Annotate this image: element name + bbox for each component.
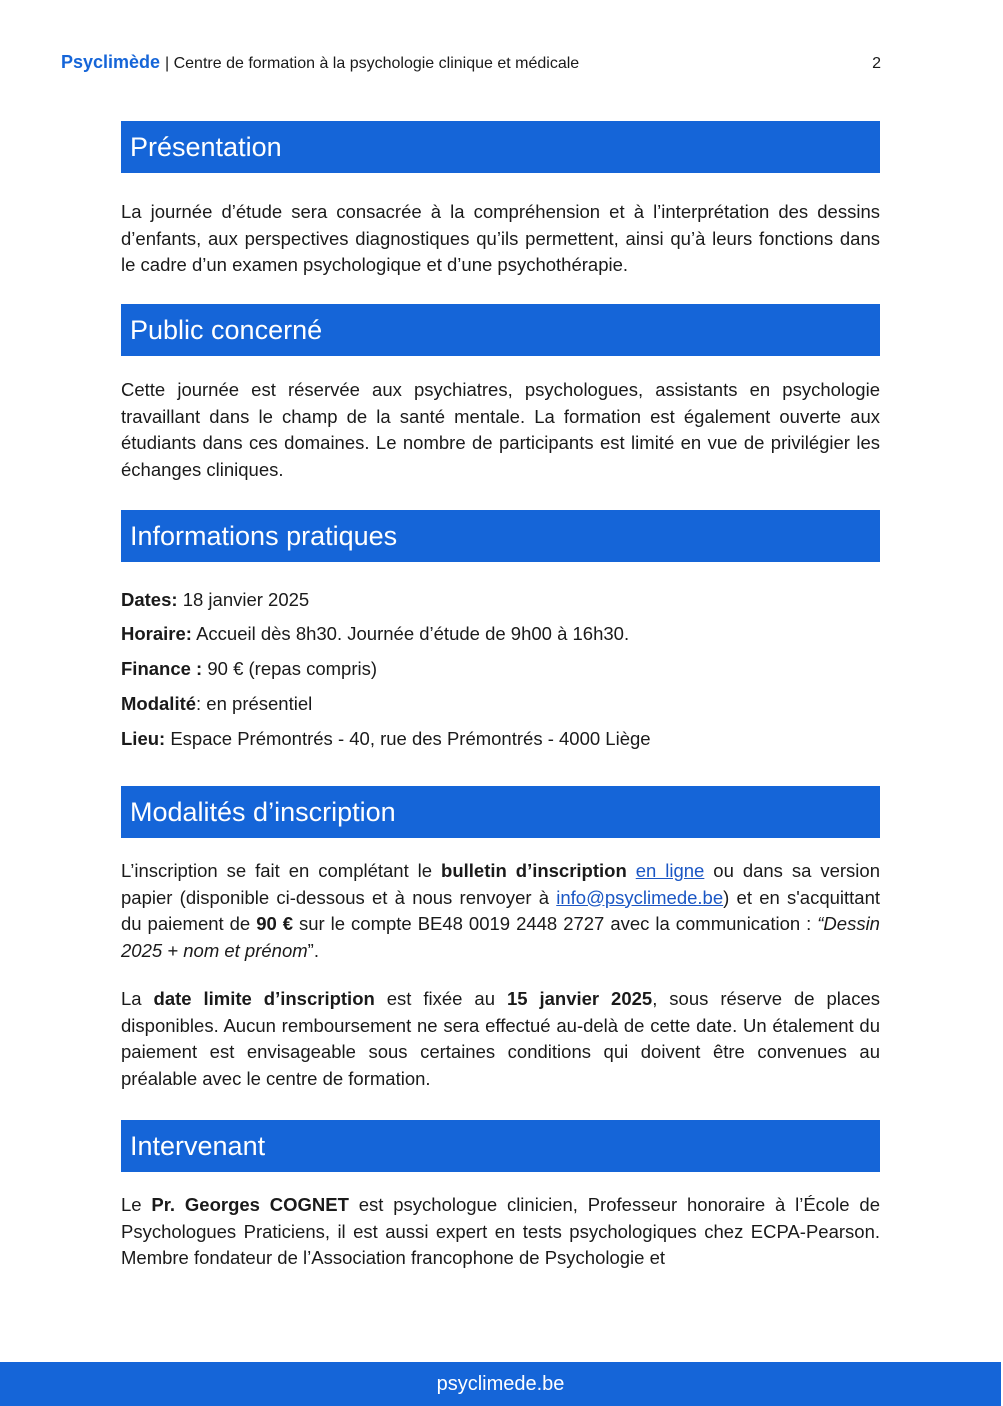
info-dates-label: Dates: [121, 589, 178, 610]
footer-website: psyclimede.be [436, 1373, 565, 1395]
info-lieu-value: Espace Prémontrés - 40, rue des Prémontrés - 4000 Liège [165, 728, 651, 749]
intervenant-name: Pr. Georges COGNET [151, 1194, 349, 1215]
footer-bar [0, 1362, 1001, 1406]
info-finance-value: 90 € (repas compris) [202, 658, 378, 679]
page-number: 2 [872, 55, 881, 72]
deadline-date: 15 janvier 2025 [506, 988, 653, 1009]
info-dates-value: 18 janvier 2025 [177, 589, 310, 610]
section-title-presentation: Présentation [121, 121, 880, 173]
payment-communication: “Dessin 2025 + nom et prénom [121, 913, 880, 961]
intervenant-text-part: est psychologue clinicien, Professeur honoraire à l’École de Psychologues Praticiens, il est aussi expert en tests psychologiques chez ECPA-Pearson. Membre fondateur de l’Association francophone de Psychologie et [121, 1194, 880, 1269]
info-finance [121, 657, 880, 681]
inscription-amount: 90 € [256, 913, 294, 935]
section-title-intervenant: Intervenant [121, 1120, 880, 1172]
inscription-text: ou dans sa version papier (disponible ci-dessous et à nous renvoyer à [121, 860, 880, 908]
presentation-text: La journée d’étude sera consacrée à la compréhension et à l’interprétation des dessins d’enfants, aux perspectives diagnostiques qu’ils permettent, ainsi qu’à leurs fonctions dans le cadre d’un examen psychologique et d’une psychothérapie. [121, 201, 880, 276]
info-lieu [121, 727, 880, 751]
inscription-paragraph-2 [121, 986, 880, 1092]
brand-name: Psyclimède [61, 52, 161, 72]
deadline-text: La [121, 988, 154, 1009]
info-modalite [121, 692, 880, 716]
inscription-text: ) et en s'acquittant du paiement de [121, 886, 881, 935]
inscription-text: L’inscription se fait en complétant le [121, 860, 442, 881]
public-text: Cette journée est réservée aux psychiatres, psychologues, assistants en psychologie travaillant dans le champ de la santé mentale. La formation est également ouverte aux étudiants dans ces domaines. Le nombre de participants est limité en vue de privilégier les échanges cliniques. [121, 379, 880, 480]
info-horaire [121, 622, 880, 646]
inscription-text: sur le compte BE48 0019 2448 2727 avec la communication : [293, 913, 818, 935]
online-registration-link[interactable]: en ligne [635, 860, 705, 881]
info-modalite-label: Modalité [121, 693, 197, 714]
section-title-public: Public concerné [121, 304, 880, 356]
deadline-text: est fixée au [374, 988, 507, 1009]
inscription-text: ”. [307, 939, 319, 961]
intervenant-text-part: Le [121, 1194, 152, 1215]
info-modalite-value: : en présentiel [196, 693, 313, 714]
info-horaire-label: Horaire: [121, 623, 192, 644]
deadline-label: date limite d’inscription [153, 988, 375, 1009]
info-finance-label: Finance : [121, 658, 203, 679]
intervenant-text [121, 1192, 880, 1272]
inscription-paragraph-1 [121, 858, 880, 964]
info-horaire-value: Accueil dès 8h30. Journée d’étude de 9h00 à 16h30. [191, 623, 630, 644]
info-dates [121, 588, 880, 612]
inscription-bulletin-bold: bulletin d’inscription [441, 860, 627, 881]
brand-tagline: | Centre de formation à la psychologie clinique et médicale [165, 55, 580, 72]
deadline-text: , sous réserve de places disponibles. Aucun remboursement ne sera effectué au-delà de cette date. Un étalement du paiement est envisageable sous certaines conditions qui doivent être convenues au préalable avec le centre de formation. [121, 988, 880, 1089]
section-title-infos: Informations pratiques [121, 510, 880, 562]
email-link[interactable]: info@psyclimede.be [556, 886, 724, 908]
section-title-inscription: Modalités d’inscription [121, 786, 880, 838]
page-header [61, 52, 881, 76]
info-lieu-label: Lieu: [121, 728, 166, 749]
